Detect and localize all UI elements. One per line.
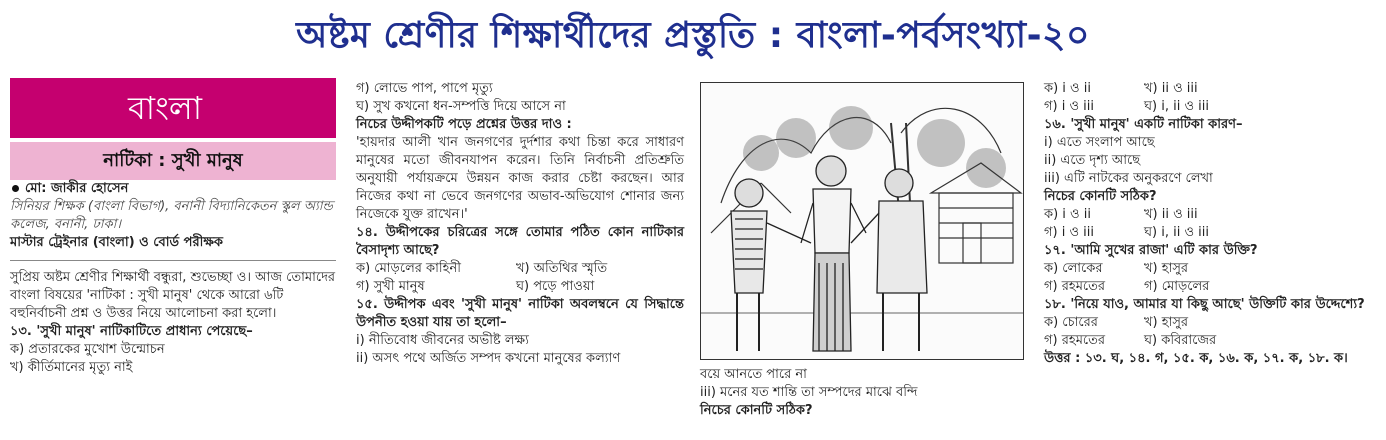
q17-options-row-2 (1044, 278, 1378, 296)
column-2 (356, 80, 684, 368)
q14-options-row-2 (356, 278, 684, 296)
page-headline: অষ্টম শ্রেণীর শিক্ষার্থীদের প্রস্তুতি : বাংলা-পর্বসংখ্যা-২০ (296, 15, 1090, 56)
author-name: মো: জাকীর হোসেন (25, 181, 129, 196)
q14-option-c: গ) সুখী মানুষ (356, 279, 425, 294)
q16-options-row-1 (1044, 206, 1378, 224)
q16-statement-iii: iii) এটি নাটকের অনুকরণে লেখা (1044, 171, 1213, 186)
q15-question: ১৫. উদ্দীপক এবং 'সুখী মানুষ' নাটিকা অবলম্বনে যে সিদ্ধান্তে উপনীত হওয়া যায় তা হলো– (356, 297, 684, 330)
topic-banner: নাটিকা : সুখী মানুষ (10, 142, 336, 180)
q14-option-b: খ) অতিথির স্মৃতি (516, 261, 608, 276)
q17-option-c: গ) রহমতের (1044, 279, 1106, 294)
q15-option-d: ঘ) i, ii ও iii (1144, 99, 1210, 114)
q18-options-row-2 (1044, 332, 1378, 350)
divider (10, 260, 336, 261)
q17-option-b: খ) হাসুর (1144, 261, 1189, 276)
q18-options-row-1 (1044, 314, 1378, 332)
q15-statement-iii: iii) মনের যত শান্তি তা সম্পদের মাঝে বন্দি (700, 385, 918, 400)
intro-text: সুপ্রিয় অষ্টম শ্রেণীর শিক্ষার্থী বন্ধুরা, শুভেচ্ছা ও। আজ তোমাদের বাংলা বিষয়ের 'নাটিকা : সুখী মানুষ' থেকে আরো ৬টি বহুনির্বাচনী প্রশ্ন ও উত্তর নিয়ে আলোচনা করা হলো। (10, 270, 336, 321)
q14-option-d: ঘ) পড়ে পাওয়া (516, 279, 595, 294)
q15-prompt: নিচের কোনটি সঠিক? (700, 403, 813, 418)
q17-option-d: গ) মোড়লের (1144, 279, 1210, 294)
q15-statement-i: i) নীতিবোধ জীবনের অভীষ্ট লক্ষ্য (356, 333, 529, 348)
q15-statement-ii: ii) অসৎ পথে অর্জিত সম্পদ কখনো মানুষের কল্যাণ (356, 351, 621, 366)
q14-question: ১৪. উদ্দীপকের চরিত্রের সঙ্গে তোমার পঠিত কোন নাটিকার বৈসাদৃশ্য আছে? (356, 225, 684, 258)
q15-statement-ii-continued: বয়ে আনতে পারে না (700, 367, 807, 382)
author-role: মাস্টার ট্রেইনার (বাংলা) ও বোর্ড পরীক্ষক (10, 235, 223, 250)
column-3-bottom (700, 366, 1022, 420)
q16-options-row-2 (1044, 224, 1378, 242)
q18-option-b: খ) হাসুর (1144, 315, 1189, 330)
q16-prompt: নিচের কোনটি সঠিক? (1044, 189, 1157, 204)
author-name-line (10, 180, 336, 198)
q18-option-d: ঘ) কবিরাজের (1144, 333, 1217, 348)
column-4 (1044, 80, 1378, 368)
answer-key: উত্তর : ১৩. ঘ, ১৪. গ, ১৫. ক, ১৬. ক, ১৭. ক, ১৮. ক। (1044, 351, 1348, 366)
q14-options-row-1 (356, 260, 684, 278)
q13-option-c: গ) লোভে পাপ, পাপে মৃত্যু (356, 81, 493, 96)
q14-option-a: ক) মোড়লের কাহিনী (356, 261, 461, 276)
q17-options-row-1 (1044, 260, 1378, 278)
column-1 (10, 78, 336, 377)
stimulus-heading: নিচের উদ্দীপকটি পড়ে প্রশ্নের উত্তর দাও : (356, 117, 572, 132)
q16-statement-ii: ii) এতে দৃশ্য আছে (1044, 153, 1141, 168)
q18-question: ১৮. 'নিয়ে যাও, আমার যা কিছু আছে' উক্তিটি কার উদ্দেশ্যে? (1044, 297, 1365, 312)
q13-question: ১৩. 'সুখী মানুষ' নাটিকাটিতে প্রাধান্য পেয়েছে– (10, 324, 253, 339)
q18-option-a: ক) চোরের (1044, 315, 1098, 330)
q16-question: ১৬. 'সুখী মানুষ' একটি নাটিকা কারণ– (1044, 117, 1243, 132)
q15-options-row-1 (1044, 80, 1378, 98)
q16-option-c: গ) i ও iii (1044, 225, 1095, 240)
q17-option-a: ক) লোকের (1044, 261, 1103, 276)
q18-option-c: গ) রহমতের (1044, 333, 1106, 348)
q16-option-d: ঘ) i, ii ও iii (1144, 225, 1210, 240)
illustration-drawing (701, 83, 1023, 359)
q15-option-a: ক) i ও ii (1044, 81, 1091, 96)
q15-option-b: খ) ii ও iii (1144, 81, 1198, 96)
q15-option-c: গ) i ও iii (1044, 99, 1095, 114)
q17-question: ১৭. 'আমি সুখের রাজা' এটি কার উক্তি? (1044, 243, 1258, 258)
illustration-image (700, 82, 1024, 360)
q16-option-b: খ) ii ও iii (1144, 207, 1198, 222)
q16-statement-i: i) এতে সংলাপ আছে (1044, 135, 1155, 150)
stimulus-text: 'হায়দার আলী খান জনগণের দুর্দশার কথা চিন্তা করে সাধারণ মানুষের মতো জীবনযাপন করেন। তিনি নির্বাচনী প্রতিশ্রুতি অনুযায়ী পর্যায়ক্রমে উন্নয়ন কাজ করার চেষ্টা করছেন। আর নিজের কথা না ভেবে জনগণের অভাব-অভিযোগ শোনার জন্য নিজেকে যুক্ত রাখেন।' (356, 135, 684, 222)
q13-option-b: খ) কীর্তিমানের মৃত্যু নাই (10, 360, 133, 375)
q15-options-row-2 (1044, 98, 1378, 116)
bullet-icon (12, 185, 19, 192)
q16-option-a: ক) i ও ii (1044, 207, 1091, 222)
subject-banner: বাংলা (10, 78, 336, 138)
q13-option-a: ক) প্রতারকের মুখোশ উন্মোচন (10, 342, 165, 357)
author-designation: সিনিয়র শিক্ষক (বাংলা বিভাগ), বনানী বিদ্যানিকেতন স্কুল অ্যান্ড কলেজ, বনানী, ঢাকা। (10, 199, 333, 232)
q13-option-d: ঘ) সুখ কখনো ধন-সম্পত্তি দিয়ে আসে না (356, 99, 566, 114)
